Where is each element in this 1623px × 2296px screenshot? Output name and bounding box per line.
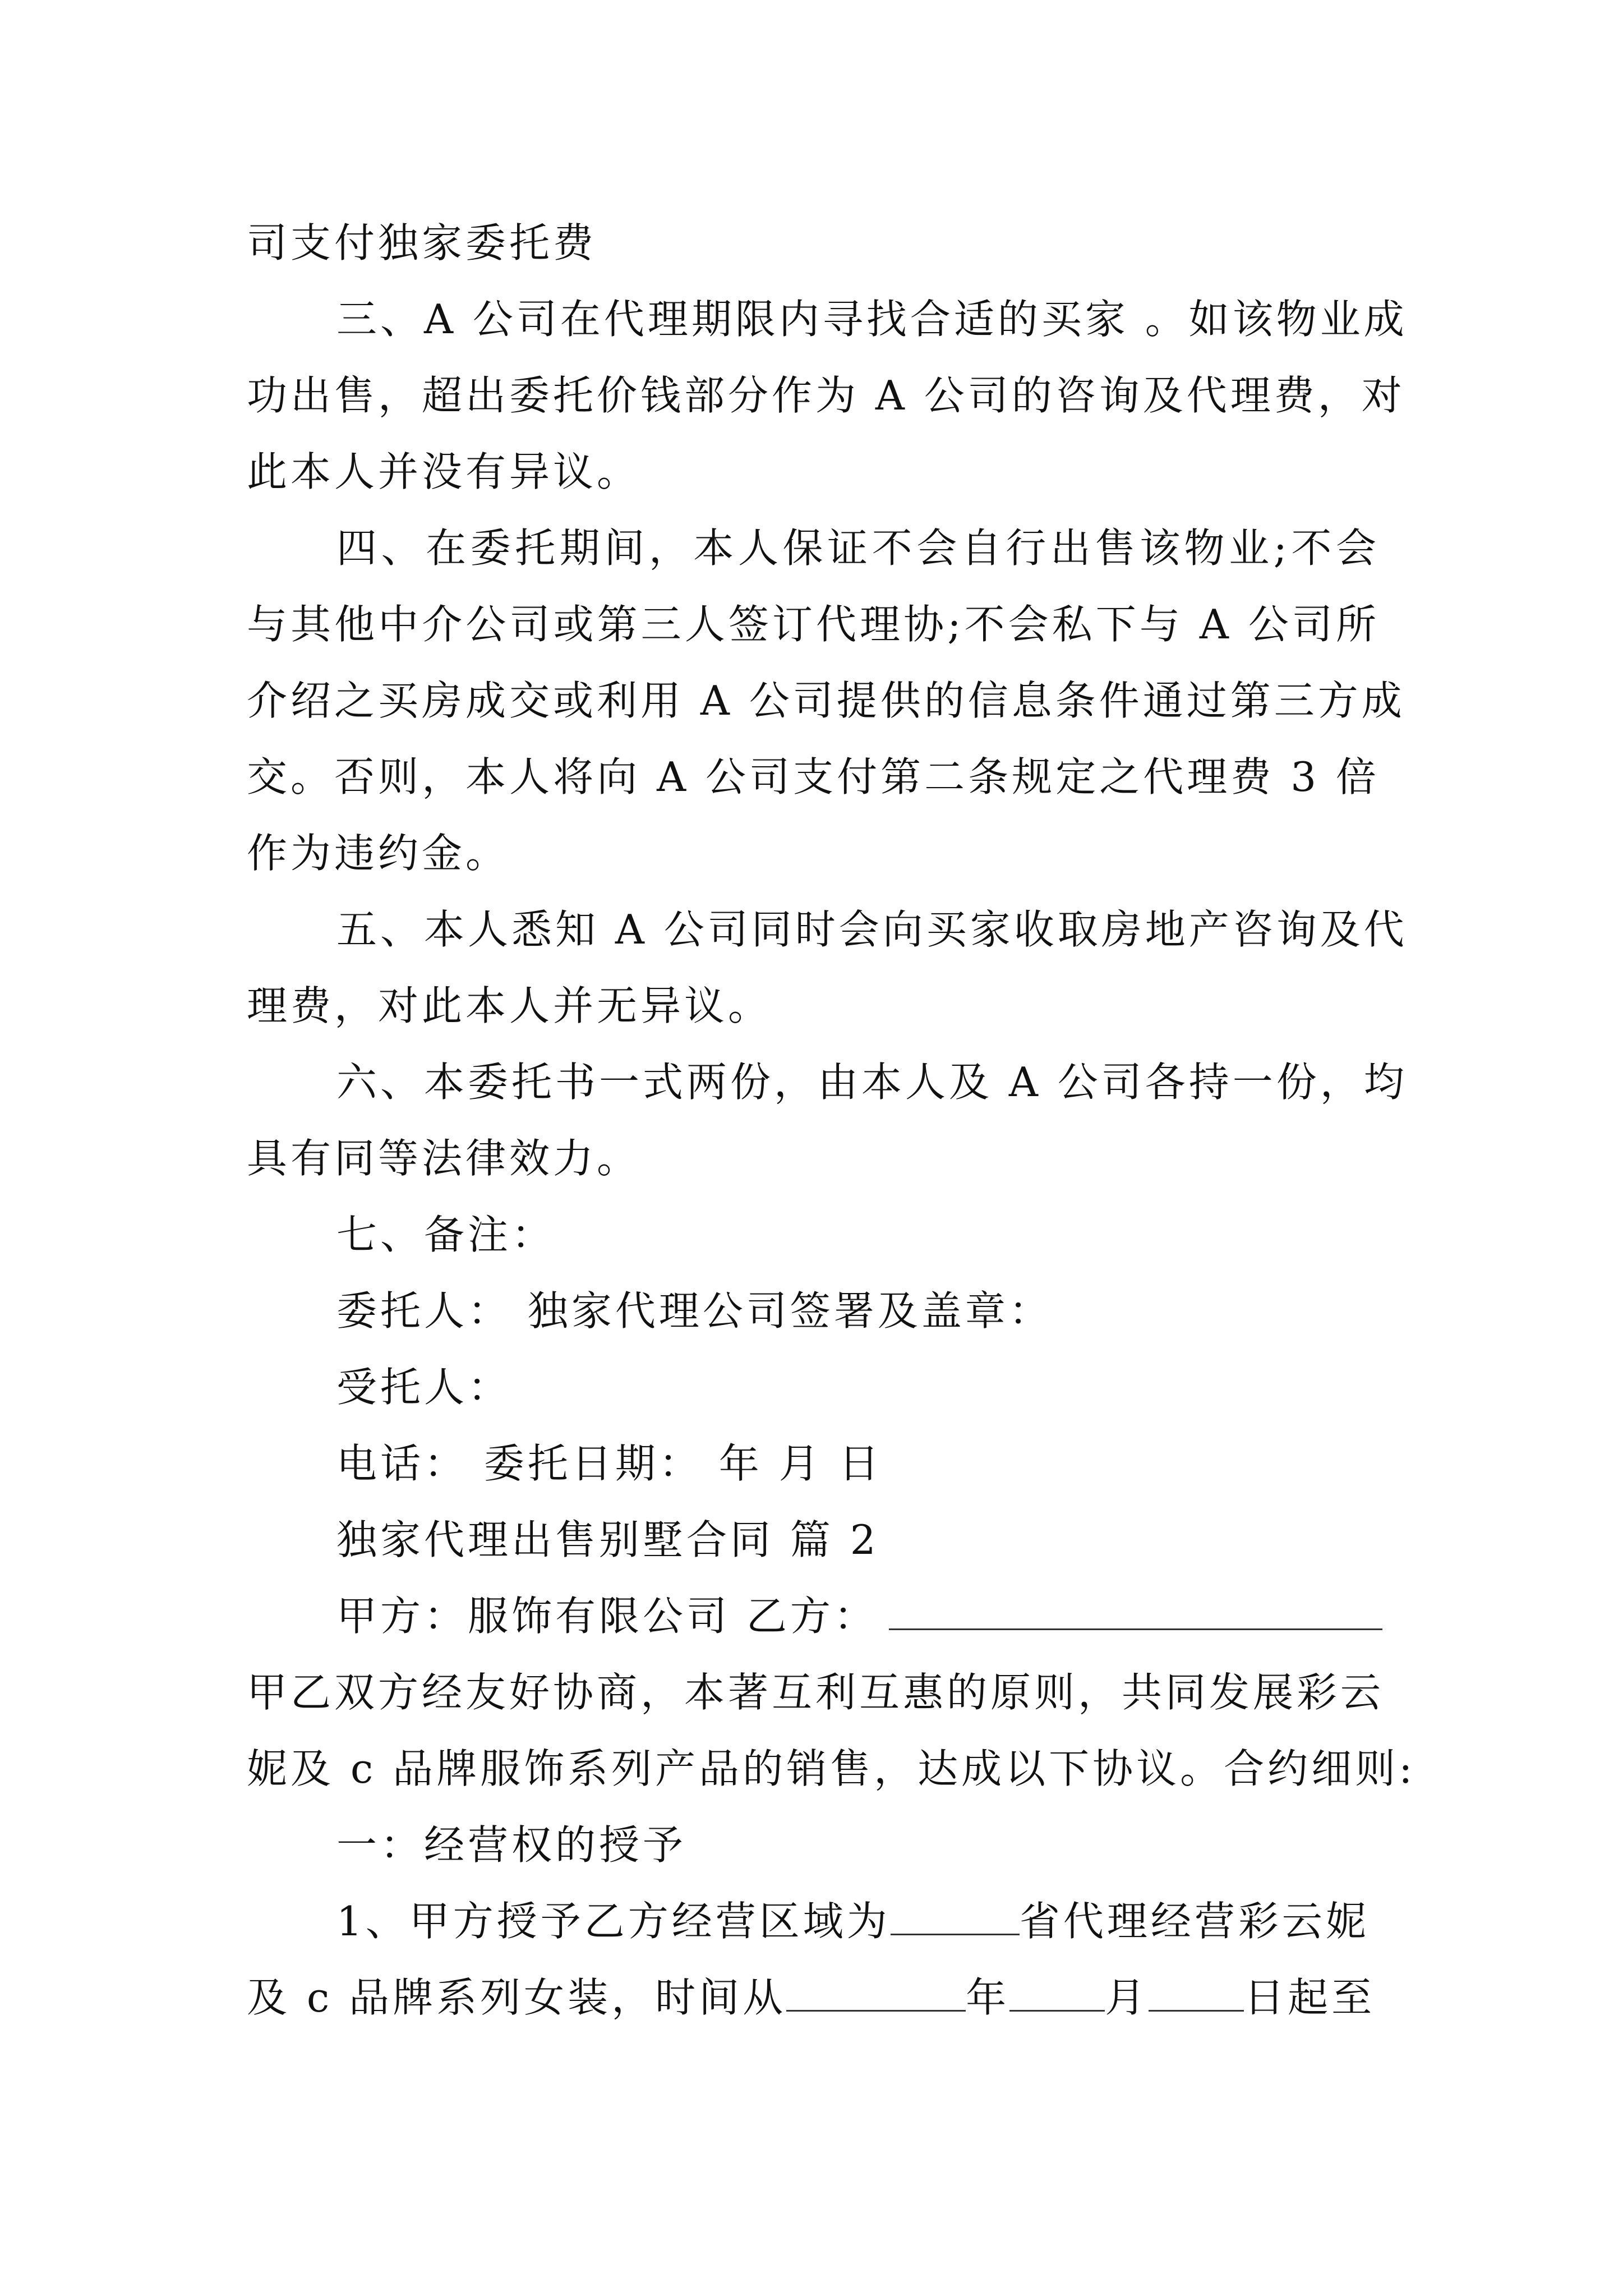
text-line: 介绍之买房成交或利用 A 公司提供的信息条件通过第三方成: [247, 677, 1405, 724]
section-heading: 独家代理出售别墅合同 篇 2: [336, 1516, 879, 1563]
text-line: 具有同等法律效力。: [247, 1135, 641, 1182]
party-text: 甲方：服饰有限公司 乙方：: [336, 1593, 878, 1640]
year-blank: [786, 1971, 966, 2012]
text-line: 三、A 公司在代理期限内寻找合适的买家 。如该物业成: [336, 296, 1408, 343]
text-line: 甲乙双方经友好协商，本著互利互惠的原则，共同发展彩云: [247, 1669, 1385, 1716]
text-line: 妮及 c 品牌服饰系列产品的销售，达成以下协议。合约细则:: [247, 1745, 1416, 1792]
text-line: 司支付独家委托费: [247, 219, 597, 266]
text-line: 作为违约金。: [247, 830, 510, 877]
text-line: 五、本人悉知 A 公司同时会向买家收取房地产咨询及代: [336, 906, 1408, 953]
year-label: 年: [966, 1974, 1010, 2021]
clause-line: [336, 1893, 1380, 1949]
text-line: 四、在委托期间，本人保证不会自行出售该物业;不会: [336, 524, 1380, 572]
clause-line: [247, 1970, 1380, 2026]
clause-text: 及 c 品牌系列女装，时间从: [247, 1974, 787, 2021]
text-line: 六、本委托书一式两份，由本人及 A 公司各持一份，均: [336, 1059, 1408, 1106]
region-blank: [891, 1894, 1020, 1935]
text-line: 此本人并没有异议。: [247, 448, 641, 495]
day-label: 日起至: [1244, 1974, 1376, 2021]
text-line: 交。否则，本人将向 A 公司支付第二条规定之代理费 3 倍: [247, 753, 1380, 800]
signature-line: 受托人：: [336, 1364, 512, 1411]
party-line: [336, 1588, 1380, 1644]
text-line: 理费，对此本人并无异议。: [247, 982, 772, 1029]
month-blank: [1009, 1971, 1105, 2012]
signature-line: 委托人： 独家代理公司签署及盖章：: [336, 1287, 1053, 1335]
text-line: 功出售，超出委托价钱部分作为 A 公司的咨询及代理费，对: [247, 372, 1405, 419]
month-label: 月: [1105, 1974, 1149, 2021]
date-line: 电话： 委托日期： 年 月 日: [336, 1440, 883, 1487]
day-blank: [1149, 1971, 1244, 2012]
clause-text: 省代理经营彩云妮: [1019, 1898, 1370, 1945]
party-b-blank: [889, 1589, 1382, 1630]
text-line: 七、备注：: [336, 1211, 556, 1258]
clause-heading: 一：经营权的授予: [336, 1821, 687, 1869]
text-line: 与其他中介公司或第三人签订代理协;不会私下与 A 公司所: [247, 601, 1380, 648]
clause-text: 1、甲方授予乙方经营区域为: [336, 1898, 891, 1945]
